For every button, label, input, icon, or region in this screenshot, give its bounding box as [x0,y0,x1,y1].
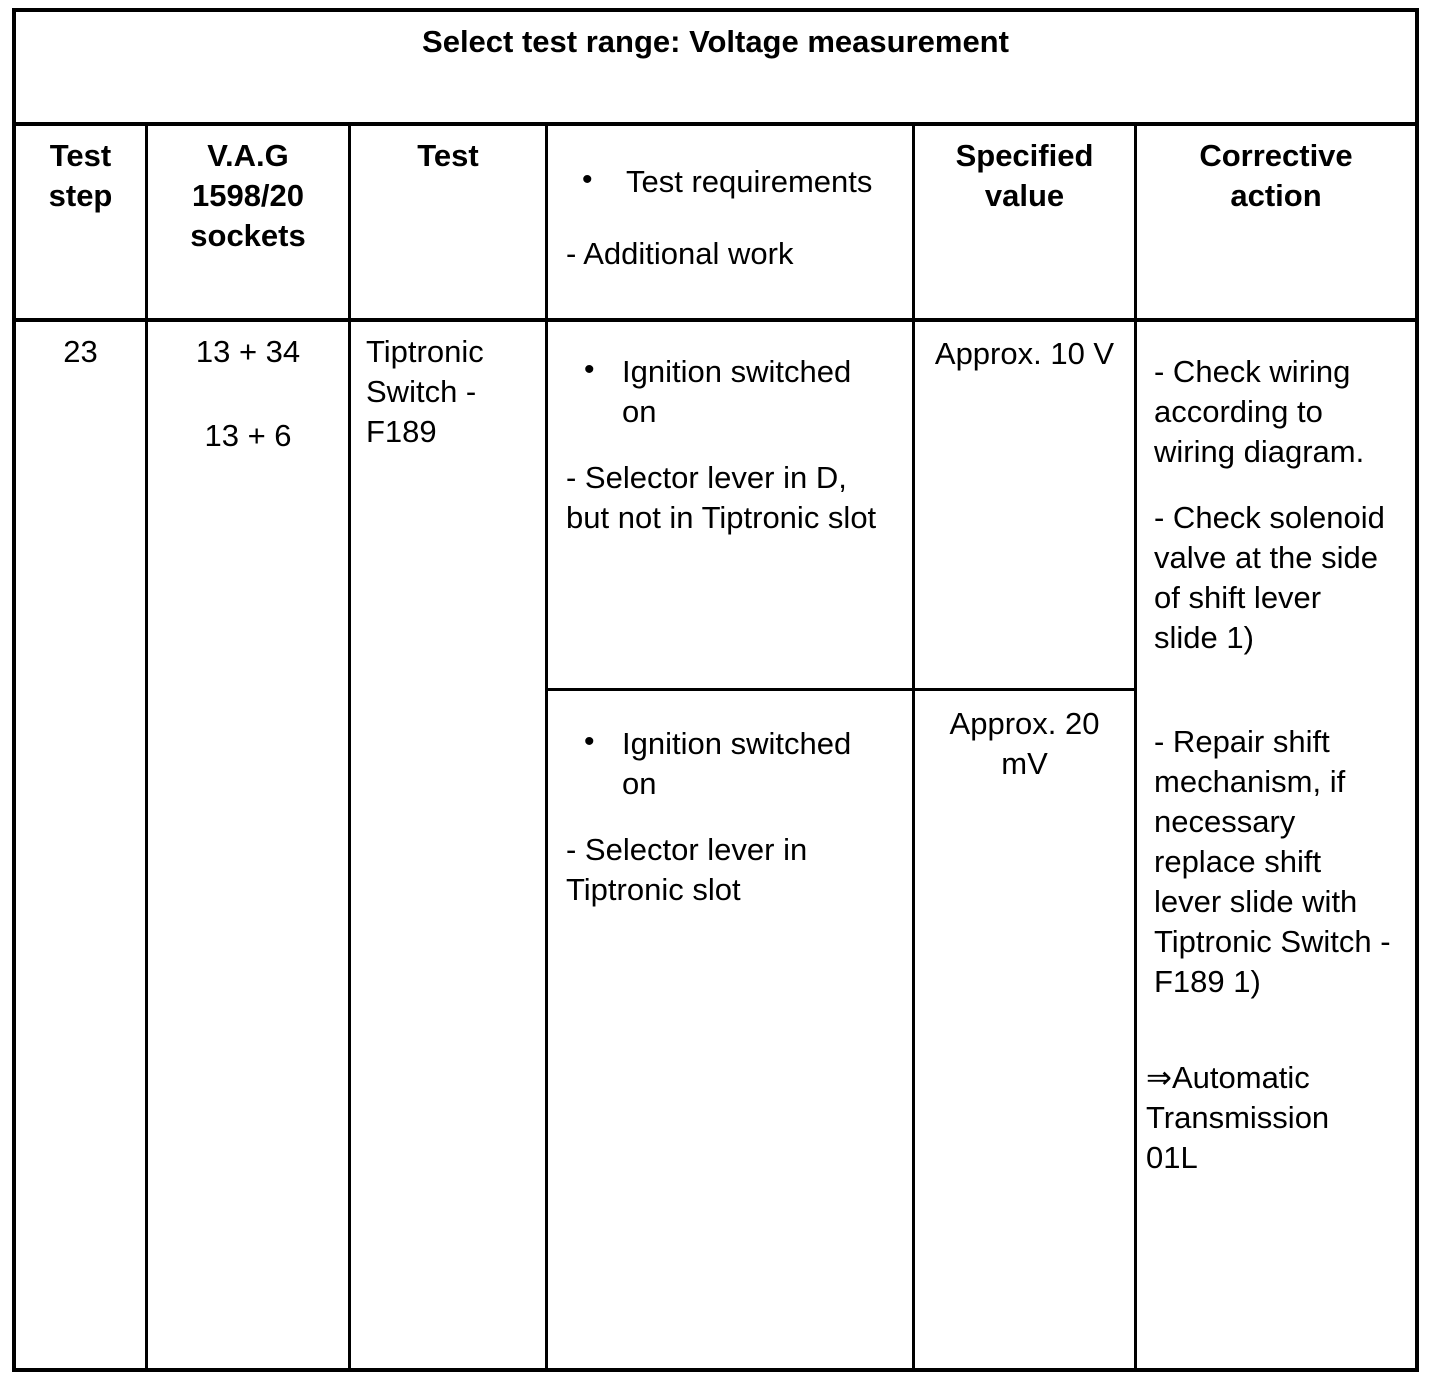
subrow2-value-line1: Approx. 20 [949,706,1100,741]
header-test: Test [417,138,479,173]
header-corrective-action [1137,136,1415,216]
corrective-item-3 [1154,722,1391,1002]
corrective-item-3-line5: lever slide with [1154,884,1358,919]
header-requirements-dash: - Additional work [566,236,794,271]
cell-test-line3: F189 [366,414,437,449]
header-specified-value-line1: Specified [955,138,1094,173]
corrective-item-2 [1154,498,1385,658]
cell-sockets-1: 13 + 34 [195,334,301,369]
subrow2-bullet-icon: • [584,725,595,758]
corrective-reference-line2: Transmission [1146,1100,1330,1135]
corrective-item-1 [1154,352,1364,472]
header-corrective-action-line2: action [1230,178,1322,213]
header-test-step-line1: Test [49,138,112,173]
corrective-item-3-line4: replace shift [1154,844,1322,879]
col-divider-5 [1134,122,1137,1372]
header-divider [12,318,1419,322]
subrow2-dash-text [566,830,807,910]
header-sockets [148,136,348,256]
corrective-item-1-line2: according to [1154,394,1323,429]
corrective-item-3-line7: F189 1) [1154,964,1261,999]
header-test-step [16,136,145,216]
col-divider-3 [545,122,548,1372]
table-title: Select test range: Voltage measurement [422,24,1009,59]
subrow2-bullet-text [622,724,851,804]
corrective-item-2-line4: slide 1) [1154,620,1254,655]
header-test-step-line2: step [48,178,113,213]
subrow2-value [915,704,1134,784]
header-sockets-line3: sockets [190,218,306,253]
cell-test [366,332,484,452]
subrow2-dash-line1: - Selector lever in [566,832,808,867]
cell-sockets-2: 13 + 6 [204,418,292,453]
corrective-item-3-line3: necessary [1154,804,1296,839]
header-specified-value-line2: value [984,178,1065,213]
corrective-item-2-line3: of shift lever [1154,580,1322,615]
subrow2-dash-line2: Tiptronic slot [566,872,741,907]
header-sockets-line1: V.A.G [207,138,289,173]
subrow-divider [545,688,1135,691]
subrow2-bullet-line1: Ignition switched [622,726,852,761]
title-divider [12,122,1419,126]
corrective-item-2-line2: valve at the side [1154,540,1379,575]
header-bullet-icon: • [582,163,593,196]
subrow1-dash-line1: - Selector lever in D, [566,460,847,495]
corrective-reference-line3: 01L [1146,1140,1198,1175]
subrow1-dash-text [566,458,876,538]
subrow1-value: Approx. 10 V [934,336,1115,371]
subrow2-bullet-line2: on [622,766,657,801]
cell-test-step: 23 [63,334,98,369]
cell-test-line2: Switch - [366,374,477,409]
subrow1-bullet-icon: • [584,353,595,386]
subrow2-value-line2: mV [1001,746,1048,781]
corrective-item-1-line3: wiring diagram. [1154,434,1365,469]
col-divider-2 [348,122,351,1372]
corrective-reference-link[interactable] [1146,1058,1329,1178]
header-corrective-action-line1: Corrective [1199,138,1353,173]
corrective-item-3-line2: mechanism, if [1154,764,1346,799]
header-requirements-bullet: Test requirements [626,164,873,199]
subrow1-bullet-text [622,352,851,432]
col-divider-1 [145,122,148,1372]
subrow1-bullet-line2: on [622,394,657,429]
corrective-item-3-line1: - Repair shift [1154,724,1330,759]
header-specified-value [915,136,1134,216]
corrective-item-2-line1: - Check solenoid [1154,500,1385,535]
corrective-reference-line1: ⇒Automatic [1146,1060,1310,1095]
corrective-item-1-line1: - Check wiring [1154,354,1351,389]
subrow1-bullet-line1: Ignition switched [622,354,852,389]
subrow1-dash-line2: but not in Tiptronic slot [566,500,877,535]
corrective-item-3-line6: Tiptronic Switch - [1154,924,1391,959]
header-sockets-line2: 1598/20 [191,178,305,213]
cell-test-line1: Tiptronic [366,334,484,369]
